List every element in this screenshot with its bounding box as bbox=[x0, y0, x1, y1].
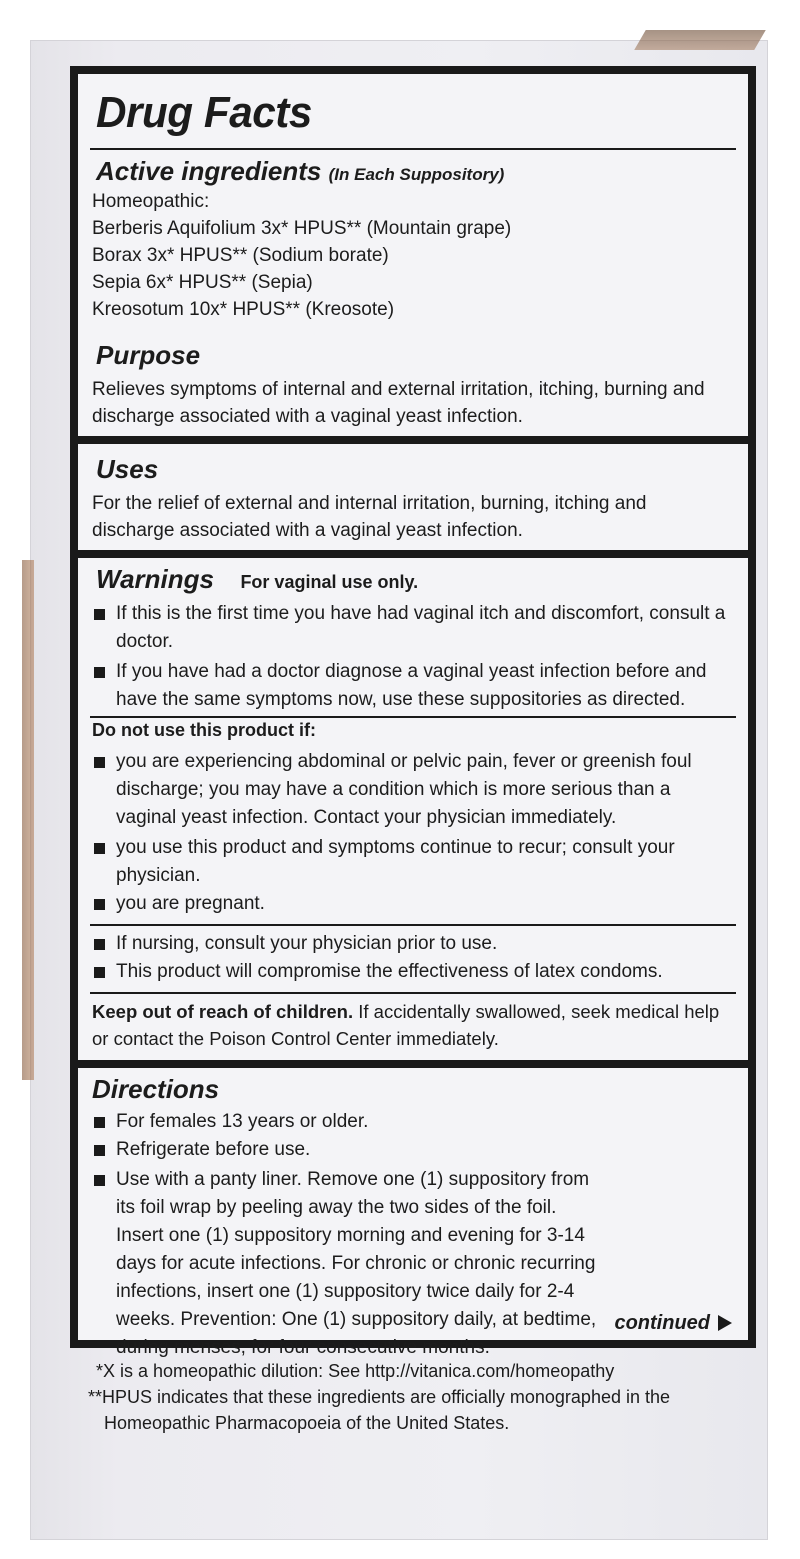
drug-facts-panel bbox=[70, 66, 756, 1358]
ingredient-line: Berberis Aquifolium 3x* HPUS** (Mountain grape) bbox=[92, 218, 512, 239]
do-not-use-heading: Do not use this product if: bbox=[92, 720, 316, 740]
ingredient-line: Borax 3x* HPUS** (Sodium borate) bbox=[92, 245, 389, 266]
bullet-square-icon bbox=[94, 757, 105, 768]
continued-arrow-icon bbox=[718, 1315, 732, 1331]
section-divider bbox=[78, 436, 748, 444]
uses-text: For the relief of external and internal irritation, burning, itching and discharge associated with a vaginal yeast infection. bbox=[92, 493, 647, 541]
active-heading-text: Active ingredients bbox=[96, 156, 322, 186]
section-divider bbox=[78, 550, 748, 558]
bullet-square-icon bbox=[94, 843, 105, 854]
footnote-hpus: **HPUS indicates that these ingredients are officially monographed in the bbox=[88, 1387, 671, 1407]
purpose-heading: Purpose bbox=[96, 340, 201, 370]
warnings-heading bbox=[96, 564, 418, 595]
ingredient-line: Homeopathic: bbox=[92, 191, 210, 212]
ingredient-line: Kreosotum 10x* HPUS** (Kreosote) bbox=[92, 299, 395, 320]
bullet-square-icon bbox=[94, 1145, 105, 1156]
active-ingredients-list bbox=[92, 188, 734, 323]
box-edge bbox=[22, 560, 34, 1080]
do-not-use-bullet: you use this product and symptoms continue to recur; consult your physician. bbox=[92, 834, 734, 890]
bullet-square-icon bbox=[94, 967, 105, 978]
ingredient-line: Sepia 6x* HPUS** (Sepia) bbox=[92, 272, 313, 293]
bullet-square-icon bbox=[94, 667, 105, 678]
section-divider bbox=[78, 1060, 748, 1068]
directions-heading: Directions bbox=[92, 1074, 220, 1104]
active-ingredients-heading bbox=[96, 156, 504, 187]
continued-label: continued bbox=[614, 1312, 732, 1335]
warning-bullet: If this is the first time you have had vaginal itch and discomfort, consult a doctor. bbox=[92, 600, 734, 656]
direction-bullet: For females 13 years or older. bbox=[92, 1108, 734, 1136]
footnote-hpus-cont: Homeopathic Pharmacopoeia of the United States. bbox=[104, 1413, 510, 1433]
warnings-subheading: For vaginal use only. bbox=[240, 572, 419, 592]
keep-out-of-reach: Keep out of reach of children. If accidentally swallowed, seek medical help or contact the Poison Control Center immediately. bbox=[92, 1001, 720, 1049]
warnings-heading-text: Warnings bbox=[96, 564, 214, 594]
box-flap bbox=[634, 30, 766, 50]
bullet-square-icon bbox=[94, 939, 105, 950]
drug-facts-title: Drug Facts bbox=[96, 88, 312, 137]
direction-bullet: Use with a panty liner. Remove one (1) suppository from its foil wrap by peeling away the two sides of the foil. Insert one (1) suppository morning and evening for 3-14 days for acute infections. For chronic or chronic recurring infections, insert one (1) suppository twice daily for 2-4 weeks. Prevention: One (1) suppository daily, at bedtime, during menses, for four consecutive months. bbox=[92, 1166, 738, 1362]
bullet-square-icon bbox=[94, 1117, 105, 1128]
warning-bullet: If nursing, consult your physician prior to use. bbox=[92, 930, 734, 958]
footnote-dilution: *X is a homeopathic dilution: See http://vitanica.com/homeopathy bbox=[96, 1361, 615, 1381]
warnings-rule bbox=[90, 992, 736, 994]
do-not-use-bullet: you are pregnant. bbox=[92, 890, 734, 918]
warning-bullet: This product will compromise the effectiveness of latex condoms. bbox=[92, 958, 734, 986]
title-rule bbox=[90, 148, 736, 150]
do-not-use-bullet: you are experiencing abdominal or pelvic pain, fever or greenish foul discharge; you may have a condition which is more serious than a vaginal yeast infection. Contact your physician immediately. bbox=[92, 748, 734, 832]
bullet-square-icon bbox=[94, 609, 105, 620]
bullet-square-icon bbox=[94, 899, 105, 910]
warning-bullet: If you have had a doctor diagnose a vaginal yeast infection before and have the same symptoms now, use these suppositories as directed. bbox=[92, 658, 734, 714]
bullet-square-icon bbox=[94, 1175, 105, 1186]
direction-bullet: Refrigerate before use. bbox=[92, 1136, 734, 1164]
warnings-rule bbox=[90, 924, 736, 926]
uses-heading: Uses bbox=[96, 454, 159, 484]
warnings-rule bbox=[90, 716, 736, 718]
purpose-text: Relieves symptoms of internal and external irritation, itching, burning and discharge associated with a vaginal yeast infection. bbox=[92, 379, 705, 427]
active-subheading: (In Each Suppository) bbox=[328, 165, 505, 184]
